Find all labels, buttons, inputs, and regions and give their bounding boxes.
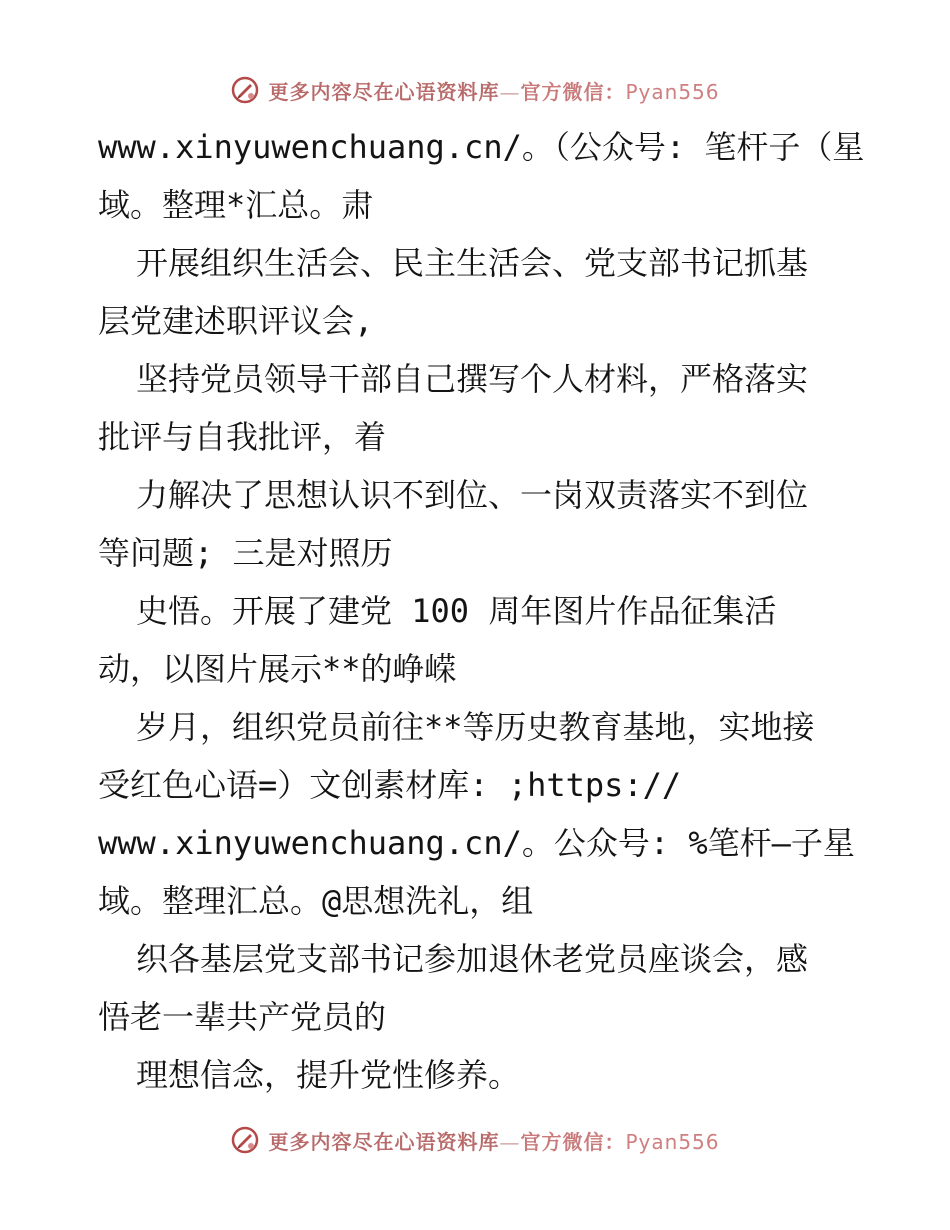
text-line: 岁月，组织党员前往**等历史教育基地，实地接 (136, 708, 815, 746)
text-line: 域。整理汇总。@思想洗礼，组 (98, 882, 534, 920)
text-line: 受红色心语=）文创素材库: ;https:// (98, 766, 682, 804)
banner-wechat-label: 官方微信： (520, 79, 626, 104)
banner-account: Pyan556 (625, 1129, 720, 1154)
pen-logo-icon (230, 1125, 260, 1155)
banner-text (268, 1126, 719, 1155)
document-body (98, 118, 865, 1104)
text-line: 等问题; 三是对照历 (98, 534, 393, 572)
banner-wechat-label: 官方微信： (520, 1129, 626, 1154)
header-banner (0, 70, 950, 110)
text-line: 域。整理*汇总。肃 (98, 186, 374, 224)
banner-separator: — (499, 1129, 521, 1154)
text-line: 力解决了思想认识不到位、一岗双责落实不到位 (136, 476, 809, 514)
footer-banner (0, 1120, 950, 1160)
banner-site-text: 更多内容尽在心语资料库 (268, 79, 500, 104)
pen-logo-icon (230, 75, 260, 105)
banner-account: Pyan556 (625, 79, 720, 104)
text-line: 动，以图片展示**的峥嵘 (98, 650, 457, 688)
text-line: 织各基层党支部书记参加退休老党员座谈会，感 (136, 940, 809, 978)
banner-text (268, 76, 719, 105)
text-line: 开展组织生活会、民主生活会、党支部书记抓基 (136, 244, 809, 282)
text-line: 批评与自我批评，着 (98, 418, 387, 456)
text-line: www.xinyuwenchuang.cn/。公众号: %笔杆—子星 (98, 824, 855, 862)
banner-site-text: 更多内容尽在心语资料库 (268, 1129, 500, 1154)
text-line: www.xinyuwenchuang.cn/。（公众号: 笔杆子（星 (98, 128, 865, 166)
banner-separator: — (499, 79, 521, 104)
text-line: 理想信念，提升党性修养。 (136, 1056, 521, 1094)
text-line: 悟老一辈共产党员的 (98, 998, 387, 1036)
text-line: 坚持党员领导干部自己撰写个人材料，严格落实 (136, 360, 809, 398)
text-line: 层党建述职评议会, (98, 302, 374, 340)
text-line: 史悟。开展了建党 100 周年图片作品征集活 (136, 592, 777, 630)
